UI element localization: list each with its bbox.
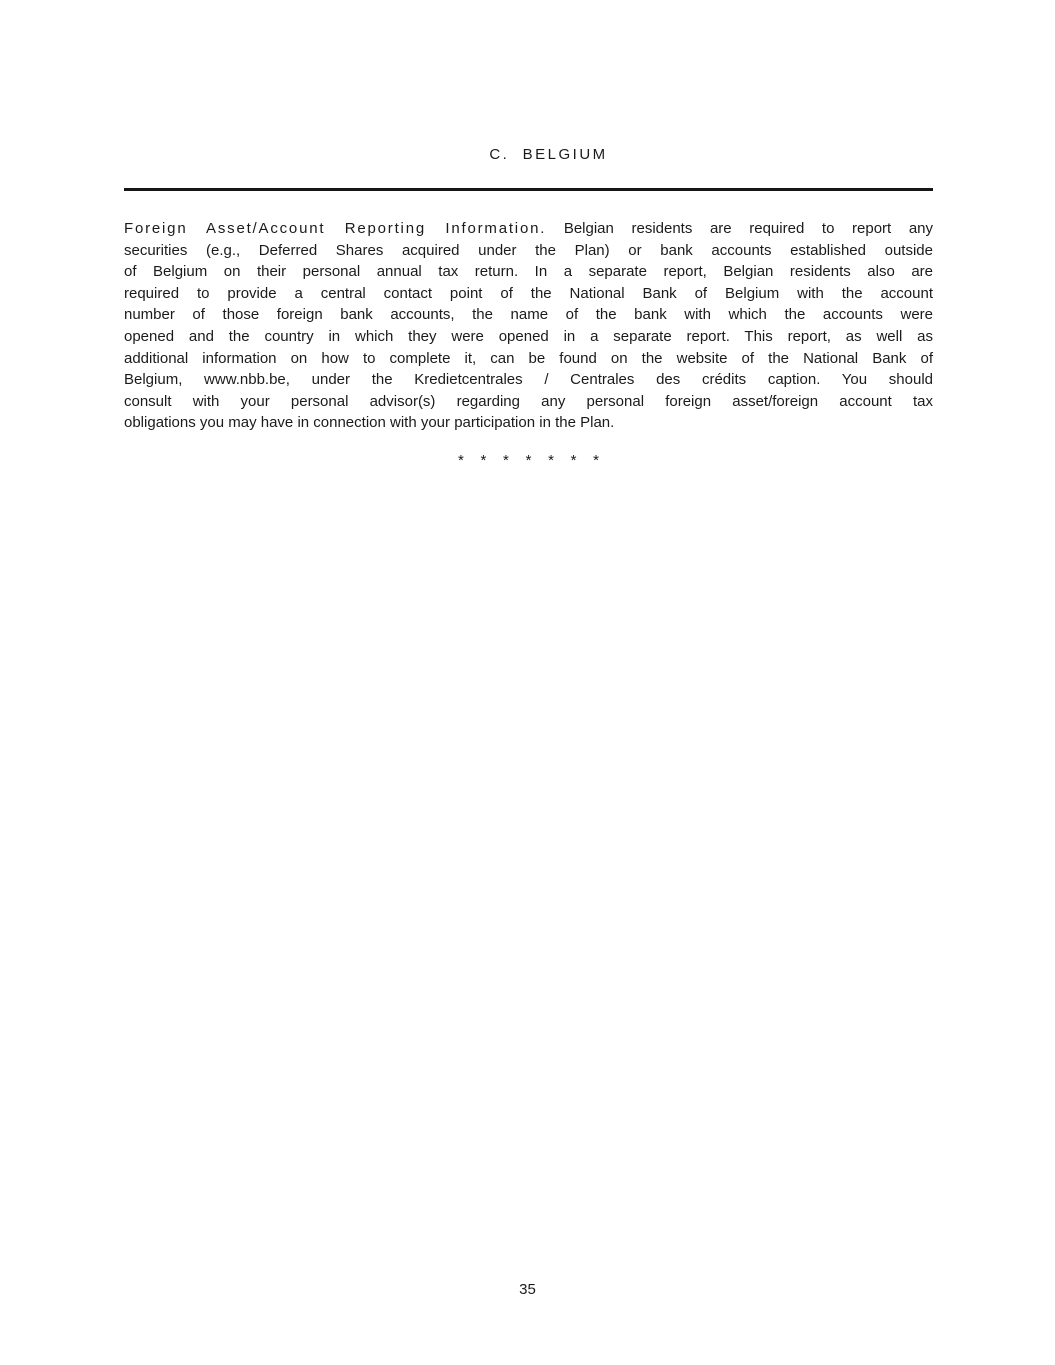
paragraph-line: additional information on how to complete it, can be found on the website of the National Bank of bbox=[124, 349, 933, 367]
paragraph-line: securities (e.g., Deferred Shares acquired under the Plan) or bank accounts established outside bbox=[124, 241, 933, 259]
paragraph-line: required to provide a central contact point of the National Bank of Belgium with the account bbox=[124, 284, 933, 302]
paragraph-line: number of those foreign bank accounts, the name of the bank with which the accounts were bbox=[124, 306, 933, 324]
paragraph-line-text: Belgian residents are required to report any bbox=[563, 220, 934, 237]
reporting-paragraph bbox=[124, 218, 933, 434]
text-block bbox=[124, 0, 933, 472]
paragraph-line bbox=[124, 218, 933, 240]
page-number: 35 bbox=[519, 1281, 536, 1298]
section-title: C. BELGIUM bbox=[489, 146, 608, 163]
paragraph-line: of Belgium on their personal annual tax return. In a separate report, Belgian residents also are bbox=[124, 263, 933, 281]
paragraph-lead-phrase: Foreign Asset/Account Reporting Information. bbox=[124, 220, 547, 237]
section-header bbox=[124, 123, 933, 191]
asterisk-separator: * * * * * * * bbox=[458, 451, 599, 469]
paragraph-line: obligations you may have in connection with your participation in the Plan. bbox=[124, 414, 615, 432]
paragraph-line: consult with your personal advisor(s) regarding any personal foreign asset/foreign account tax bbox=[124, 392, 933, 410]
paragraph-line: opened and the country in which they were opened in a separate report. This report, as well as bbox=[124, 327, 933, 345]
paragraph-line: Belgium, www.nbb.be, under the Kredietcentrales / Centrales des crédits caption. You should bbox=[124, 371, 933, 389]
